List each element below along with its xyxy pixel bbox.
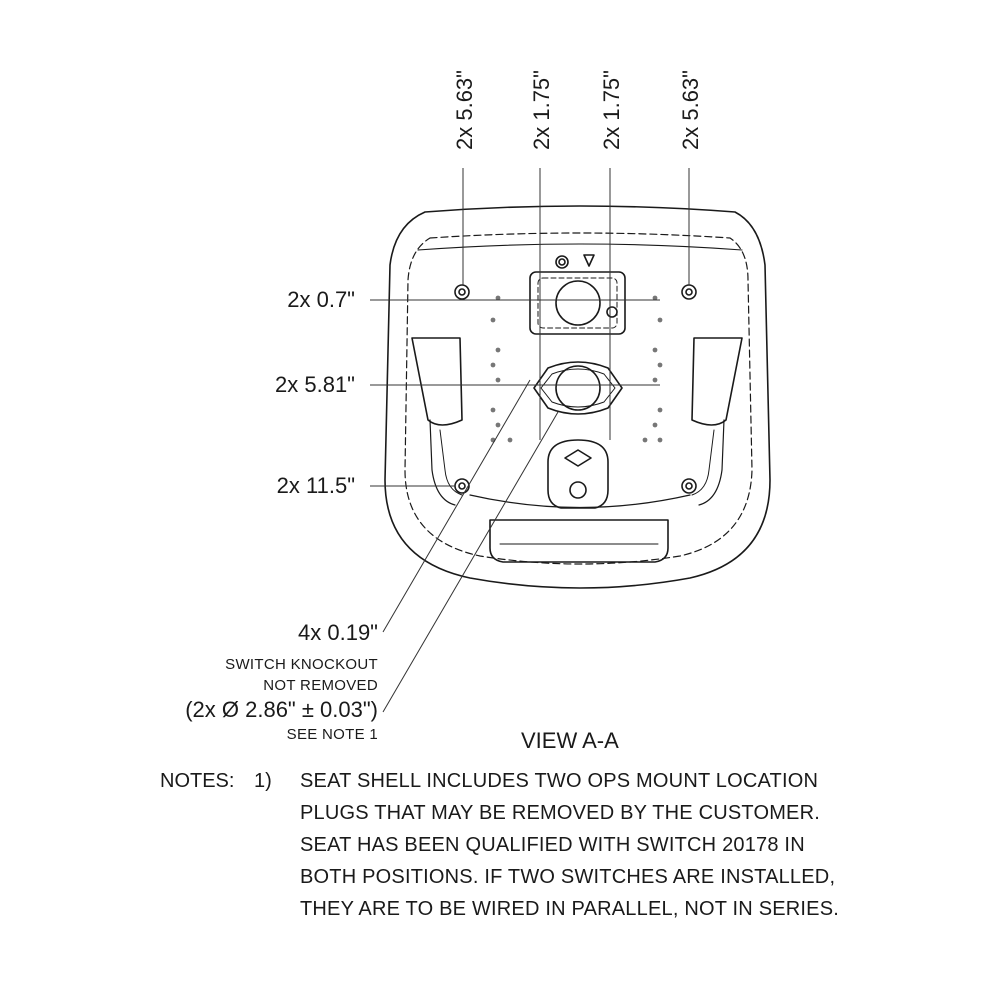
top-dim-right-inner: 2x 1.75": [599, 70, 624, 150]
notes-heading: NOTES:: [160, 770, 235, 792]
note-line-5: THEY ARE TO BE WIRED IN PARALLEL, NOT IN SERIES.: [300, 898, 840, 920]
top-dim-right-outer: 2x 5.63": [678, 70, 703, 150]
seat-inner-contour: [405, 233, 752, 564]
side-dim-middle: 2x 5.81": [275, 372, 355, 397]
switch-knockout: [556, 366, 600, 410]
side-dim-top: 2x 0.7": [287, 287, 355, 312]
callout-knockout-line1: SWITCH KNOCKOUT: [225, 656, 378, 673]
note-number: 1): [254, 770, 272, 792]
right-bolster: [692, 338, 742, 425]
note-line-1: SEAT SHELL INCLUDES TWO OPS MOUNT LOCATION: [300, 770, 819, 792]
side-dim-bottom: 2x 11.5": [276, 473, 355, 498]
ops-mount-plate-lower: [534, 362, 622, 414]
note-line-4: BOTH POSITIONS. IF TWO SWITCHES ARE INSTALLED,: [300, 866, 836, 888]
mounting-bolts: [455, 285, 696, 493]
note-line-2: PLUGS THAT MAY BE REMOVED BY THE CUSTOMER.: [300, 802, 821, 824]
callout-diameter: (2x Ø 2.86" ± 0.03"): [185, 697, 378, 722]
view-title: VIEW A-A: [521, 728, 619, 753]
top-dim-left-inner: 2x 1.75": [529, 70, 554, 150]
front-handle: [490, 520, 668, 562]
callout-holes: 4x 0.19": [298, 620, 378, 645]
callout-knockout-line2: NOT REMOVED: [263, 677, 378, 694]
seat-outer-shell: [385, 206, 770, 588]
callout-see-note: SEE NOTE 1: [286, 726, 378, 743]
left-bolster: [412, 338, 462, 425]
top-dim-left-outer: 2x 5.63": [452, 70, 477, 150]
upper-knockout: [556, 281, 600, 325]
note-line-3: SEAT HAS BEEN QUALIFIED WITH SWITCH 20178 IN: [300, 834, 805, 856]
